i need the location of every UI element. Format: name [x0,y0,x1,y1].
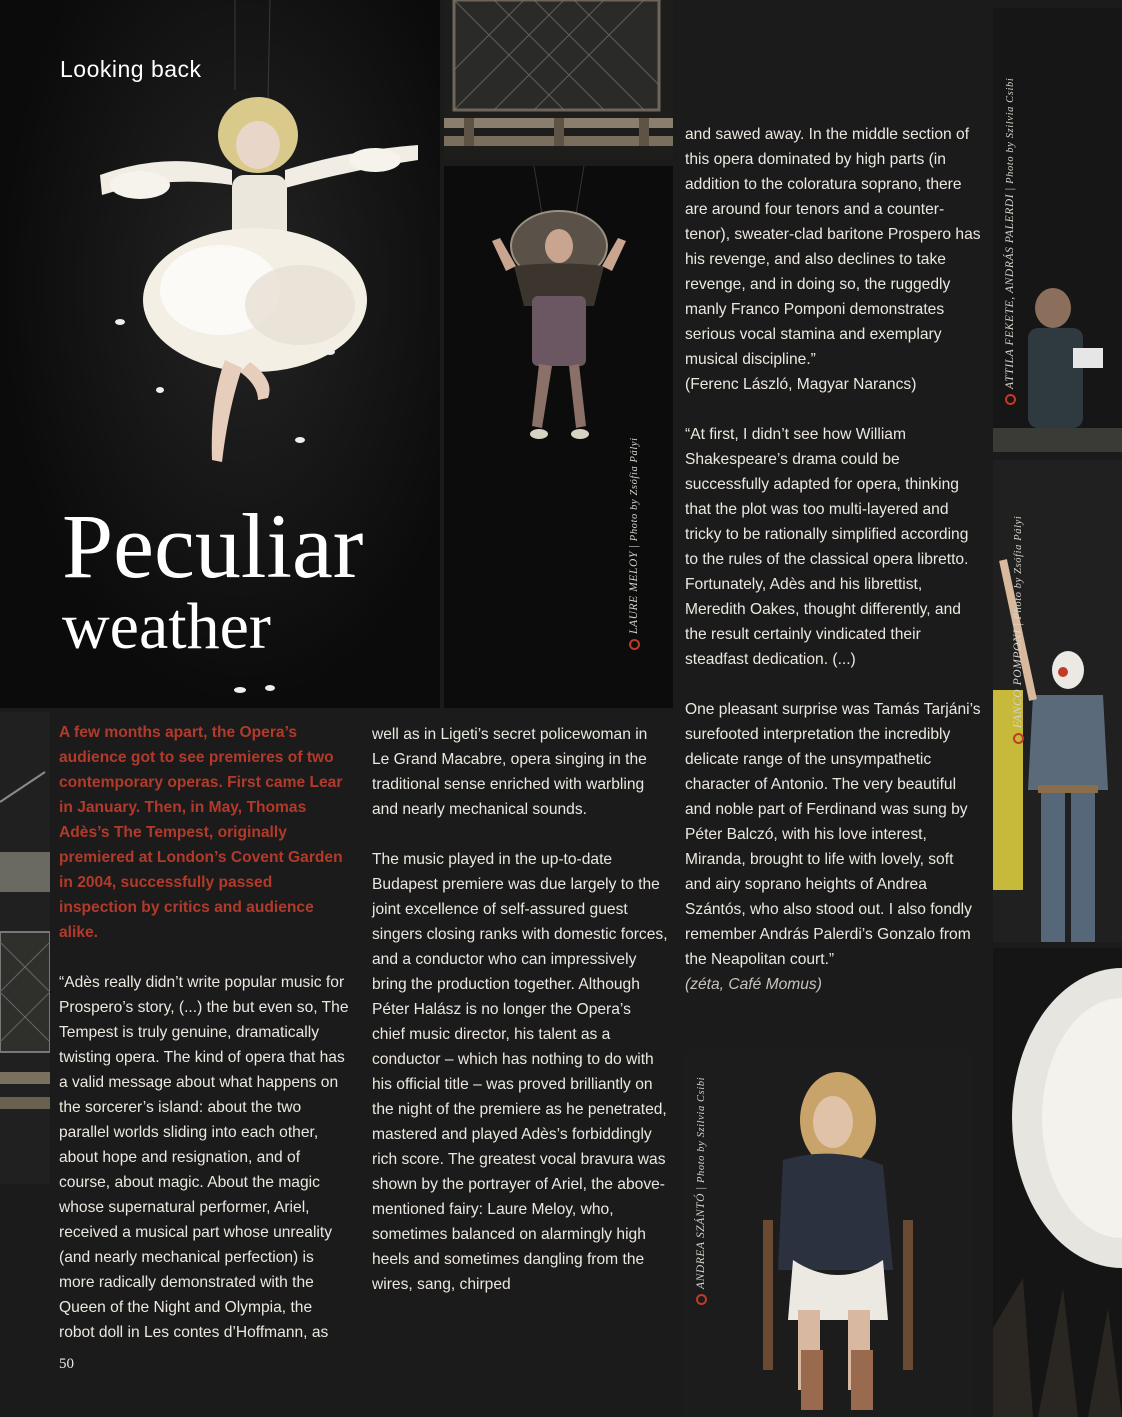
title-line-2: weather [62,590,271,663]
quote-paragraph [685,697,981,997]
photo-stage-light [993,948,1122,1417]
body-paragraph: “Adès really didn’t write popular music for Prospero’s story, (...) the but even so, The Tempest is truly genuine, dramatically twisting opera. The kind of opera that has a valid message about what happens on the sorcerer’s island: about the two parallel worlds sliding into each other, about hope and resignation, and of course, about magic. About the magic whose supernatural performer, Ariel, received a musical part whose unreality (and nearly mechanical perfection) is more radically demonstrated with the Queen of the Night and Olympia, the robot doll in Les contes d’Hoffmann, as [59,974,349,1341]
article-column-2 [372,722,668,1297]
photo-left-set-strip [0,712,50,1184]
credit-name: ATTILA FEKETE, ANDRÁS PALERDI [1004,193,1016,389]
body-paragraph: The music played in the up-to-date Budapest premiere was due largely to the joint excellence of self-assured guest singers closing ranks with domestic forces, and a conductor who can impressively bring the production together. Although Péter Halász is no longer the Opera’s chief music director, his talent as a conductor – which has nothing to do with his official title – was proved brilliantly on the night of the premiere as he penetrated, mastered and played Adès’s forbiddingly rich score. The greatest vocal bravura was shown by the portrayer of Ariel, the above-mentioned fairy: Laure Meloy, who, sometimes balanced on alarmingly high heels and sometimes dangling from the wires, sang, chirped [372,851,668,1293]
photo-cage-set [444,0,673,160]
quote-source: (zéta, Café Momus) [685,976,822,993]
article-intro: A few months apart, the Opera’s audience got to see premieres of two contemporary operas. First came Lear in January. Then, in May, Thomas Adès’s The Tempest, originally premiered at London’s Covent Garden in 2004, successfully passed inspection by critics and audience alike. [59,724,343,941]
article-title [62,495,364,663]
article-column-1 [59,720,351,1345]
photo-credit-attila: ATTILA FEKETE, ANDRÁS PALERDI | Photo by Szilvia Csibi [1004,78,1016,405]
photo-credit-laure: LAURE MELOY | Photo by Zsófia Pályi [628,437,640,650]
andrea-illustration [683,1050,973,1417]
photo-andrea-szanto [683,1050,973,1417]
quote-paragraph: “At first, I didn’t see how William Shakespeare’s drama could be successfully adapted for opera, thinking that the plot was too multi-layered and tricky to be rationally simplified according to the rules of the classical opera libretto. Fortunately, Adès and his librettist, Meredith Oakes, thought differently, and the result certainly vindicated their steadfast dedication. (...) [685,426,969,668]
quote-text: and sawed away. In the middle section of this opera dominated by high parts (in addition to the coloratura soprano, there are around four tenors and a counter-tenor), sweater-clad baritone Prospero has his revenge, and also declines to take revenge, and in doing so, the ruggedly manly Franco Pomponi demonstrates serious vocal stamina and exemplary musical discipline.” [685,126,981,368]
left-strip-illustration [0,712,50,1184]
credit-name: LAURE MELOY [628,551,640,634]
credit-photographer: Photo by Zsófia Pályi [1013,515,1024,620]
credit-ring-icon [1013,733,1024,744]
credit-photographer: Photo by Zsófia Pályi [629,437,640,542]
credit-photographer: Photo by Szilvia Csibi [696,1076,707,1184]
credit-ring-icon [629,639,640,650]
cage-illustration [444,0,673,160]
credit-ring-icon [696,1294,707,1305]
credit-name: ANDREA SZÁNTÓ [695,1192,707,1289]
photo-credit-andrea: ANDREA SZÁNTÓ | Photo by Szilvia Csibi [695,1077,707,1305]
right-bottom-illustration [993,948,1122,1417]
photo-credit-fanco: FANCO POMPONI | Photo by Zsófia Pályi [1012,516,1024,744]
page-number: 50 [59,1356,74,1372]
section-label: Looking back [60,56,202,82]
quote-source: (Ferenc László, Magyar Narancs) [685,376,917,393]
title-line-1: Peculiar [62,495,364,597]
credit-ring-icon [1005,394,1016,405]
quote-paragraph [685,122,981,397]
credit-photographer: Photo by Szilvia Csibi [1005,77,1016,184]
body-paragraph: well as in Ligeti’s secret policewoman in Le Grand Macabre, opera singing in the traditional sense enriched with warbling and nearly mechanical sounds. [372,726,648,818]
quote-text: One pleasant surprise was Tamás Tarjáni’s surefooted interpretation the incredibly delicate range of the unsympathetic character of Antonio. The very beautiful and noble part of Ferdinand was sung by Péter Balczó, with his love interest, Miranda, brought to life with lovely, soft and airy soprano heights of Andrea Szántós, who also stood out. I also fondly remember András Palerdi’s Gonzalo from the Neapolitan court.” [685,701,981,968]
article-column-3 [685,122,981,997]
credit-name: FANCO POMPONI [1012,629,1024,728]
